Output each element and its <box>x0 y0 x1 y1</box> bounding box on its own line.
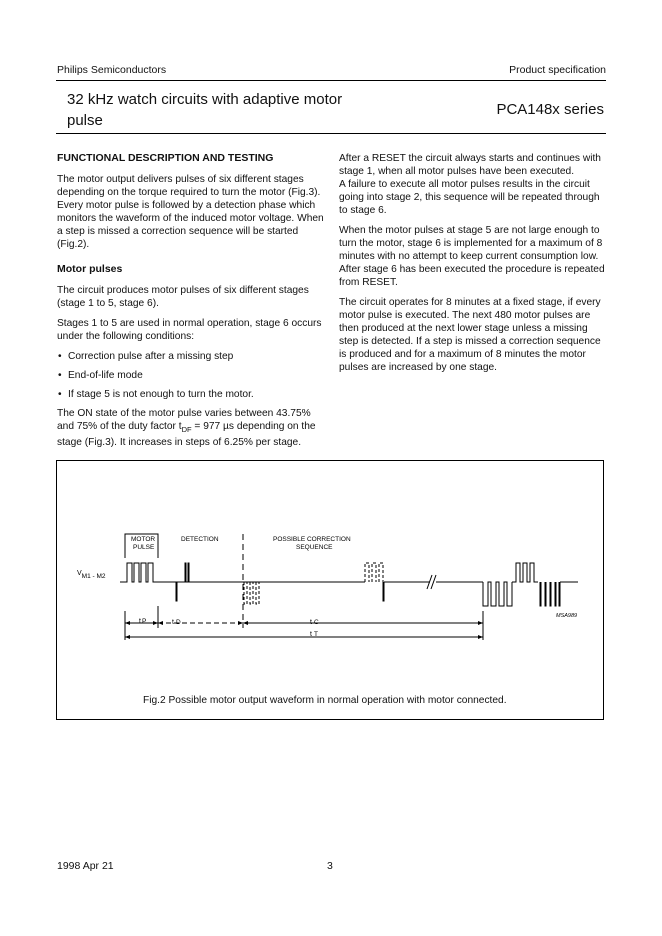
detection-label: DETECTION <box>181 536 219 543</box>
list-item: • If stage 5 is not enough to turn the motor. <box>57 388 325 401</box>
paragraph-part: A failure to execute all motor pulses results in the circuit going into stage 2, this sequence will be repeated through to stage 6. <box>339 179 600 216</box>
paragraph: The motor output delivers pulses of six different stages depending on the torque required to turn the motor (Fig.3). Every motor pulse is followed by a detection phase which monitors the waveform of the induced motor voltage. When a step is missed a correction sequence will be started (Fig.2). <box>57 174 324 250</box>
detection-waveform <box>160 563 195 601</box>
pulse-label: PULSE <box>133 544 155 551</box>
svg-text:VM1 - M2 <box>77 570 106 580</box>
tc-label: t <box>310 619 312 626</box>
motor-pulse-waveform <box>120 563 160 582</box>
paragraph: Stages 1 to 5 are used in normal operation, stage 6 occurs under the following conditions: <box>57 318 322 342</box>
correction-marker <box>383 582 384 601</box>
tp-subscript: P <box>141 618 147 625</box>
footer-date: 1998 Apr 21 <box>57 860 114 872</box>
figure-caption: Fig.2 Possible motor output waveform in normal operation with motor connected. <box>143 695 507 706</box>
document-title: 32 kHz watch circuits with adaptive motor pulse <box>67 91 343 129</box>
detection-marker-down <box>540 582 560 606</box>
signal-label: V <box>77 570 82 577</box>
company-name: Philips Semiconductors <box>57 64 167 76</box>
svg-text:tT <box>310 631 318 638</box>
td-subscript: D <box>175 619 181 626</box>
stage-down-pulses <box>483 582 512 606</box>
product-series: PCA148x series <box>496 101 604 118</box>
paragraph-part: After a RESET the circuit always starts and continues with stage 1, when all motor pulses have been executed. <box>339 153 601 177</box>
tp-label: t <box>139 618 141 625</box>
signal-subscript: M1 - M2 <box>81 573 106 580</box>
td-label: t <box>172 619 174 626</box>
paragraph: The circuit operates for 8 minutes at a fixed stage, if every motor pulse is executed. The next 480 motor pulses are then produced at the next lower stage unless a missing step is detected. If a step is missed a correction sequence is produced and for a maximum of 8 minutes the motor pulses are increased by one stage. <box>339 297 601 373</box>
stage-up-pulses <box>512 563 538 582</box>
svg-text:tD <box>172 619 181 626</box>
tt-label: t <box>310 631 312 638</box>
paragraph: When the motor pulses at stage 5 are not large enough to turn the motor, stage 6 is implemented for a maximum of 8 minutes with no attempt to keep current consumption low. After stage 6 has been executed the procedure is repeated from RESET. <box>339 225 605 288</box>
subsection-heading: Motor pulses <box>57 263 123 275</box>
svg-text:tP <box>139 618 146 625</box>
list-item: • Correction pulse after a missing step <box>57 350 325 363</box>
svg-text:tC <box>310 619 319 626</box>
section-heading: FUNCTIONAL DESCRIPTION AND TESTING <box>57 152 274 164</box>
correction-up-pulses <box>365 563 383 582</box>
paragraph-part: = 977 µs depending on the stage (Fig.3). It increases in steps of 6.25% per stage. <box>57 421 316 449</box>
sequence-label: SEQUENCE <box>296 544 333 551</box>
paragraph: The circuit produces motor pulses of six different stages (stage 1 to 5, stage 6). <box>57 285 309 309</box>
list-item: • End-of-life mode <box>57 369 325 382</box>
possible-correction-label: POSSIBLE CORRECTION <box>273 536 351 543</box>
motor-label: MOTOR <box>131 536 156 543</box>
paragraph-part: The ON state of the motor pulse varies between 43.75% and 75% of the duty factor t <box>57 408 311 432</box>
figure-code: MSA989 <box>556 613 578 619</box>
document-type: Product specification <box>509 64 606 76</box>
duty-factor-subscript: DF <box>181 425 192 435</box>
page-number: 3 <box>327 860 333 872</box>
tt-subscript: T <box>313 631 318 638</box>
tc-subscript: C <box>313 619 319 626</box>
correction-down-pulses <box>244 582 259 604</box>
